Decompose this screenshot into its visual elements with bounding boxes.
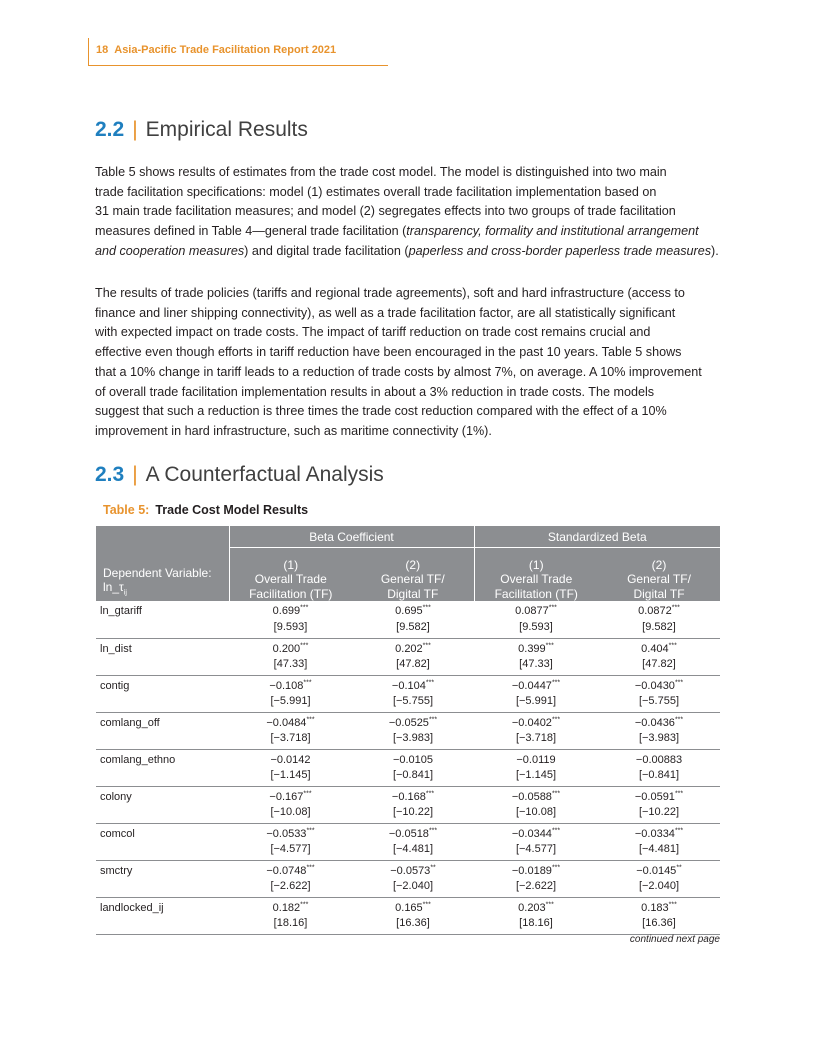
coefficient: 0.200*** <box>272 641 309 655</box>
variable-name: landlocked_ij <box>96 897 229 934</box>
significance-stars: *** <box>668 900 677 908</box>
t-statistic: [9.593] <box>273 620 308 633</box>
table-label: Table 5: <box>103 503 150 517</box>
value-cell <box>352 786 474 823</box>
coefficient: −0.0334*** <box>634 826 684 840</box>
coefficient: 0.404*** <box>641 641 677 655</box>
value-cell <box>229 786 352 823</box>
t-statistic: [−5.991] <box>270 695 311 707</box>
value-cell <box>352 638 474 675</box>
t-statistic: [−3.718] <box>270 732 311 744</box>
group-header-beta: Beta Coefficient <box>229 526 474 548</box>
coefficient: 0.183*** <box>641 900 677 914</box>
value-cell <box>229 712 352 749</box>
coefficient: −0.0142 <box>270 753 311 766</box>
page-number: 18 <box>96 44 109 56</box>
coefficient: −0.0588*** <box>511 789 561 803</box>
value-cell <box>229 897 352 934</box>
significance-stars: *** <box>551 678 561 686</box>
significance-stars: *** <box>303 678 312 686</box>
significance-stars: *** <box>551 715 561 723</box>
coefficient: −0.0748*** <box>266 863 315 877</box>
t-statistic: [16.36] <box>642 917 676 929</box>
t-statistic: [−3.983] <box>392 732 434 744</box>
value-cell <box>229 601 352 638</box>
t-statistic: [−2.622] <box>270 880 311 892</box>
running-header <box>96 44 336 56</box>
coefficient: −0.0430*** <box>634 678 684 692</box>
t-statistic: [9.593] <box>519 620 553 633</box>
significance-stars: *** <box>303 789 312 797</box>
significance-stars: *** <box>545 641 554 649</box>
coefficient: −0.0525*** <box>388 715 438 729</box>
value-cell <box>598 897 720 934</box>
value-cell <box>474 712 598 749</box>
coefficient: −0.0518*** <box>388 826 438 840</box>
t-statistic: [18.16] <box>273 917 308 929</box>
value-cell <box>352 860 474 897</box>
significance-stars: ** <box>430 863 436 871</box>
coefficient: −0.0189*** <box>511 863 561 877</box>
value-cell <box>474 749 598 786</box>
significance-stars: *** <box>306 715 315 723</box>
t-statistic: [−2.040] <box>392 880 434 892</box>
significance-stars: *** <box>671 604 680 612</box>
value-cell <box>474 860 598 897</box>
variable-name: comcol <box>96 823 229 860</box>
paragraph-1: Table 5 shows results of estimates from the trade cost model. The model is distinguished into two main trade facilitation specifications: model (1) estimates overall trade facilitation implementation based on 31 main trade facilitation measures; and model (2) segregates effects into two groups of trade facilitation measures defined in Table 4—general trade facilitation (transparency, formality and institutional arrangement and cooperation measures) and digital trade facilitation (paperless and cross-border paperless trade measures). <box>95 165 719 258</box>
significance-stars: *** <box>306 863 315 871</box>
significance-stars: *** <box>551 826 561 834</box>
section-heading-2-3: 2.3 | A Counterfactual Analysis <box>95 463 384 486</box>
coefficient: −0.167*** <box>269 789 312 803</box>
t-statistic: [−0.841] <box>392 769 434 781</box>
value-cell <box>229 749 352 786</box>
t-statistic: [−2.040] <box>638 880 680 892</box>
t-statistic: [−5.991] <box>515 695 557 707</box>
column-header: (1) Overall Trade Facilitation (TF) <box>229 548 352 602</box>
variable-name: ln_dist <box>96 638 229 675</box>
coefficient: 0.165*** <box>395 900 431 914</box>
significance-stars: *** <box>551 863 561 871</box>
significance-stars: *** <box>668 641 677 649</box>
coefficient: −0.168*** <box>391 789 435 803</box>
value-cell <box>229 675 352 712</box>
value-cell <box>352 749 474 786</box>
significance-stars: *** <box>422 900 431 908</box>
header-underline <box>88 65 388 66</box>
coefficient: −0.0145** <box>636 863 682 877</box>
value-cell <box>229 823 352 860</box>
t-statistic: [−3.718] <box>515 732 557 744</box>
group-header-standardized: Standardized Beta <box>474 526 720 548</box>
coefficient: 0.202*** <box>395 641 431 655</box>
coefficient: −0.0573** <box>390 863 436 877</box>
value-cell <box>229 638 352 675</box>
variable-name: smctry <box>96 860 229 897</box>
report-title: Asia-Pacific Trade Facilitation Report 2021 <box>114 44 337 56</box>
header-rule <box>88 38 89 66</box>
t-statistic: [9.582] <box>396 620 430 633</box>
t-statistic: [47.33] <box>273 658 308 670</box>
value-cell <box>598 860 720 897</box>
table-row <box>96 675 720 712</box>
table-row <box>96 638 720 675</box>
t-statistic: [−10.22] <box>392 806 434 818</box>
section-number: 2.2 <box>95 118 125 141</box>
dependent-variable-header: Dependent Variable: $\ln\_\tau_{ij}$ <box>96 548 229 602</box>
significance-stars: *** <box>425 789 435 797</box>
value-cell <box>474 823 598 860</box>
significance-stars: *** <box>422 604 431 612</box>
t-statistic: [−1.145] <box>270 769 311 781</box>
coefficient: −0.108*** <box>269 678 312 692</box>
coefficient: −0.0533*** <box>266 826 315 840</box>
value-cell <box>352 601 474 638</box>
section-title: Empirical Results <box>145 118 308 141</box>
table-row <box>96 601 720 638</box>
value-cell <box>598 712 720 749</box>
significance-stars: *** <box>674 789 684 797</box>
t-statistic: [9.582] <box>642 620 676 633</box>
t-statistic: [−5.755] <box>392 695 434 707</box>
variable-name: ln_gtariff <box>96 601 229 638</box>
t-statistic: [47.33] <box>519 658 553 670</box>
coefficient: −0.0447*** <box>511 678 561 692</box>
value-cell <box>352 823 474 860</box>
value-cell <box>598 638 720 675</box>
table-row <box>96 749 720 786</box>
variable-name: comlang_ethno <box>96 749 229 786</box>
value-cell <box>474 897 598 934</box>
t-statistic: [−0.841] <box>638 769 680 781</box>
t-statistic: [−10.22] <box>638 806 680 818</box>
t-statistic: [18.16] <box>519 917 553 929</box>
continued-note: continued next page <box>629 934 720 945</box>
value-cell <box>598 823 720 860</box>
value-cell <box>229 860 352 897</box>
t-statistic: [−4.577] <box>270 843 311 855</box>
table-row <box>96 860 720 897</box>
significance-stars: *** <box>551 789 561 797</box>
table-title: Trade Cost Model Results <box>155 503 309 517</box>
value-cell <box>474 786 598 823</box>
variable-name: comlang_off <box>96 712 229 749</box>
paragraph-2: The results of trade policies (tariffs and regional trade agreements), soft and hard infrastructure (access to finance and liner shipping connectivity), as well as a trade facilitation factor, are all statistically significant with expected impact on trade costs. The impact of tariff reduction on trade cost remains crucial and effective even though efforts in tariff reduction have been encouraged in the past 10 years. Table 5 shows that a 10% change in tariff leads to a reduction of trade costs by almost 7%, on average. A 10% improvement of overall trade facilitation implementation results in about a 3% reduction in trade costs. The models suggest that such a reduction is three times the trade cost reduction compared with the effect of a 10% improvement in hard infrastructure, such as maritime connectivity (1%). <box>95 286 702 438</box>
table-row <box>96 786 720 823</box>
significance-stars: ** <box>676 863 682 871</box>
coefficient: 0.182*** <box>272 900 309 914</box>
t-statistic: [−2.622] <box>515 880 557 892</box>
significance-stars: *** <box>428 826 438 834</box>
significance-stars: *** <box>422 641 431 649</box>
coefficient: −0.104*** <box>391 678 435 692</box>
t-statistic: [−5.755] <box>638 695 680 707</box>
t-statistic: [16.36] <box>396 917 430 929</box>
value-cell <box>352 897 474 934</box>
significance-stars: *** <box>300 900 309 908</box>
t-statistic: [−4.481] <box>638 843 680 855</box>
column-header: (1) Overall Trade Facilitation (TF) <box>474 548 598 602</box>
coefficient: 0.399*** <box>518 641 554 655</box>
significance-stars: *** <box>674 678 684 686</box>
coefficient: −0.0402*** <box>511 715 561 729</box>
variable-name: contig <box>96 675 229 712</box>
value-cell <box>598 675 720 712</box>
coefficient: 0.699*** <box>272 604 309 617</box>
section-title: A Counterfactual Analysis <box>145 463 384 486</box>
coefficient: −0.0591*** <box>634 789 684 803</box>
section-number: 2.3 <box>95 463 125 486</box>
value-cell <box>352 712 474 749</box>
value-cell <box>474 675 598 712</box>
t-statistic: [47.82] <box>396 658 430 670</box>
coefficient: −0.0105 <box>392 753 434 766</box>
column-header: (2) General TF/ Digital TF <box>352 548 474 602</box>
significance-stars: *** <box>306 826 315 834</box>
significance-stars: *** <box>300 641 309 649</box>
value-cell <box>474 601 598 638</box>
variable-name: colony <box>96 786 229 823</box>
table-row <box>96 823 720 860</box>
table-caption <box>103 503 308 517</box>
significance-stars: *** <box>545 900 554 908</box>
t-statistic: [47.82] <box>642 658 676 670</box>
value-cell <box>474 638 598 675</box>
significance-stars: *** <box>428 715 438 723</box>
coefficient: 0.0877*** <box>515 604 557 617</box>
significance-stars: *** <box>548 604 557 612</box>
significance-stars: *** <box>300 604 309 612</box>
t-statistic: [−3.983] <box>638 732 680 744</box>
coefficient: 0.203*** <box>518 900 554 914</box>
t-statistic: [−4.481] <box>392 843 434 855</box>
value-cell <box>352 675 474 712</box>
t-statistic: [−4.577] <box>515 843 557 855</box>
coefficient: −0.0484*** <box>266 715 315 729</box>
results-table <box>96 526 720 935</box>
t-statistic: [−10.08] <box>515 806 557 818</box>
coefficient: −0.0119 <box>516 753 556 766</box>
section-heading-2-2: 2.2 | Empirical Results <box>95 118 308 141</box>
value-cell <box>598 601 720 638</box>
t-statistic: [−10.08] <box>270 806 311 818</box>
table-row <box>96 897 720 934</box>
significance-stars: *** <box>674 715 684 723</box>
coefficient: 0.695*** <box>395 604 431 617</box>
coefficient: 0.0872*** <box>638 604 680 617</box>
significance-stars: *** <box>674 826 684 834</box>
significance-stars: *** <box>425 678 435 686</box>
coefficient: −0.00883 <box>635 753 683 766</box>
column-header: (2) General TF/ Digital TF <box>598 548 720 602</box>
table-row <box>96 712 720 749</box>
coefficient: −0.0344*** <box>511 826 561 840</box>
value-cell <box>598 749 720 786</box>
value-cell <box>598 786 720 823</box>
coefficient: −0.0436*** <box>634 715 684 729</box>
t-statistic: [−1.145] <box>515 769 557 781</box>
